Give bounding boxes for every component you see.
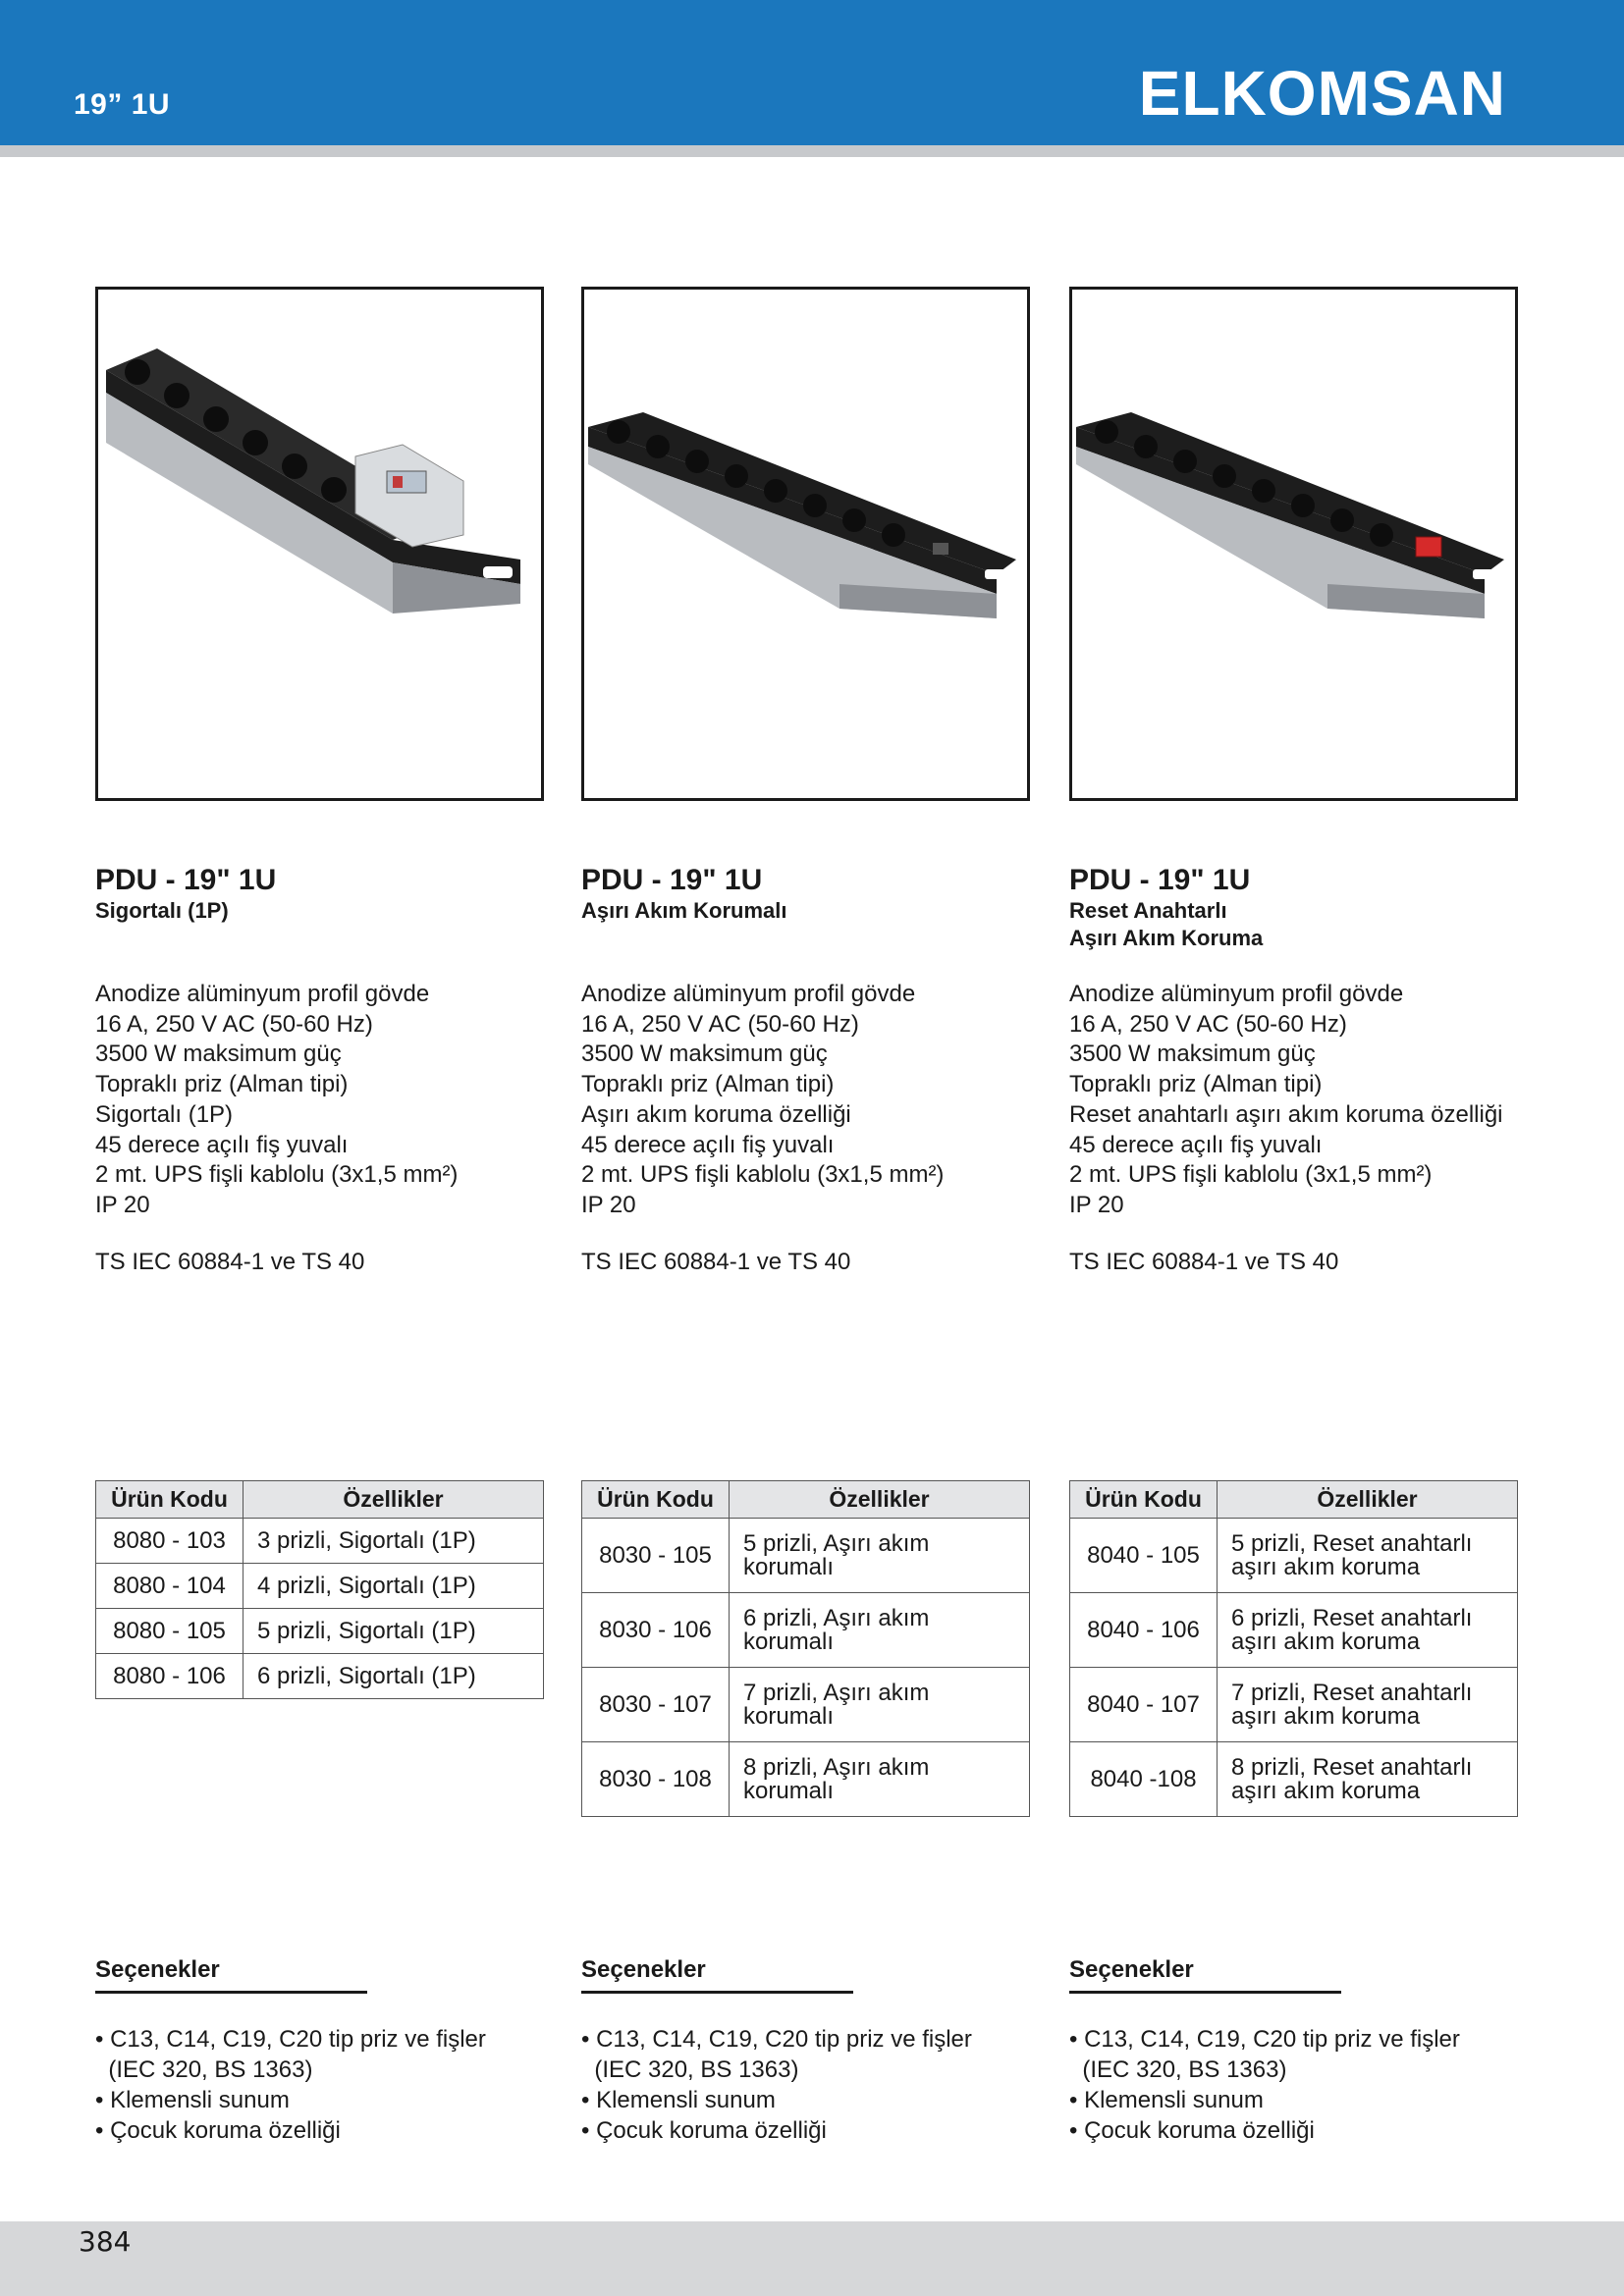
- product-feature: 3 prizli, Sigortalı (1P): [244, 1519, 544, 1564]
- spec-item: Anodize alüminyum profil gövde: [581, 981, 916, 1007]
- option-item: • Çocuk koruma özelliği: [581, 2117, 827, 2144]
- option-item: • Klemensli sunum: [95, 2087, 290, 2113]
- table-row: [96, 1654, 544, 1699]
- options-list: [581, 2024, 972, 2146]
- spec-list: [1069, 980, 1503, 1221]
- page-number: 384: [79, 2225, 132, 2258]
- spec-item: 16 A, 250 V AC (50-60 Hz): [581, 1010, 859, 1038]
- spec-item: Topraklı priz (Alman tipi): [581, 1071, 835, 1098]
- spec-item: Reset anahtarlı aşırı akım koruma özelliği: [1069, 1100, 1503, 1128]
- standard-text: TS IEC 60884-1 ve TS 40: [581, 1249, 851, 1275]
- table-row: [1070, 1668, 1518, 1742]
- product-subtitle: Aşırı Akım Koruma: [1069, 926, 1264, 950]
- options-underline: [581, 1991, 853, 1994]
- option-item: (IEC 320, BS 1363): [581, 2056, 799, 2083]
- table-row: [582, 1742, 1030, 1817]
- column-header-features: Özellikler: [1218, 1481, 1518, 1519]
- column-header-code: Ürün Kodu: [582, 1481, 730, 1519]
- product-code: 8030 - 105: [582, 1519, 730, 1593]
- product-feature: 8 prizli, Reset anahtarlı aşırı akım koruma: [1218, 1742, 1518, 1817]
- spec-item: 45 derece açılı fiş yuvalı: [1069, 1131, 1323, 1158]
- brand-logo: ELKOMSAN: [1138, 58, 1506, 129]
- product-code: 8080 - 105: [96, 1609, 244, 1654]
- product-feature: 5 prizli, Aşırı akım korumalı: [730, 1519, 1030, 1593]
- spec-item: Topraklı priz (Alman tipi): [1069, 1071, 1323, 1098]
- options-underline: [95, 1991, 367, 1994]
- pdu-overcurrent-illustration: [584, 290, 1027, 798]
- spec-item: 16 A, 250 V AC (50-60 Hz): [1069, 1010, 1347, 1038]
- product-title: PDU - 19" 1U: [581, 864, 763, 896]
- table-row: [1070, 1742, 1518, 1817]
- product-code: 8040 - 106: [1070, 1593, 1218, 1668]
- product-code: 8040 -108: [1070, 1742, 1218, 1817]
- product-feature: 6 prizli, Aşırı akım korumalı: [730, 1593, 1030, 1668]
- product-code: 8030 - 107: [582, 1668, 730, 1742]
- spec-list: [95, 980, 458, 1221]
- pdu-reset-illustration: [1072, 290, 1515, 798]
- product-feature: 7 prizli, Aşırı akım korumalı: [730, 1668, 1030, 1742]
- option-item: (IEC 320, BS 1363): [95, 2056, 313, 2083]
- product-feature: 5 prizli, Reset anahtarlı aşırı akım koruma: [1218, 1519, 1518, 1593]
- option-item: • Çocuk koruma özelliği: [1069, 2117, 1315, 2144]
- option-item: • Klemensli sunum: [1069, 2087, 1264, 2113]
- table-row: [96, 1519, 544, 1564]
- product-code-table: [1069, 1480, 1518, 1817]
- spec-item: Aşırı akım koruma özelliği: [581, 1100, 851, 1128]
- column-header-features: Özellikler: [244, 1481, 544, 1519]
- table-row: [96, 1564, 544, 1609]
- table-row: [582, 1593, 1030, 1668]
- spec-item: 16 A, 250 V AC (50-60 Hz): [95, 1010, 373, 1038]
- standard-text: TS IEC 60884-1 ve TS 40: [1069, 1249, 1339, 1275]
- options-underline: [1069, 1991, 1341, 1994]
- option-item: • Çocuk koruma özelliği: [95, 2117, 341, 2144]
- spec-item: 2 mt. UPS fişli kablolu (3x1,5 mm²): [95, 1161, 459, 1189]
- product-code: 8080 - 104: [96, 1564, 244, 1609]
- footer-bar: [0, 2221, 1624, 2296]
- spec-item: Sigortalı (1P): [95, 1100, 234, 1128]
- product-code-table: [95, 1480, 544, 1699]
- product-code: 8030 - 106: [582, 1593, 730, 1668]
- options-heading: Seçenekler: [581, 1956, 706, 1983]
- option-item: • C13, C14, C19, C20 tip priz ve fişler: [581, 2026, 972, 2053]
- table-header-row: [582, 1481, 1030, 1519]
- product-feature: 6 prizli, Sigortalı (1P): [244, 1654, 544, 1699]
- product-code-table: [581, 1480, 1030, 1817]
- spec-item: 2 mt. UPS fişli kablolu (3x1,5 mm²): [1069, 1161, 1433, 1189]
- options-heading: Seçenekler: [95, 1956, 220, 1983]
- table-row: [582, 1668, 1030, 1742]
- table-row: [96, 1609, 544, 1654]
- spec-item: 2 mt. UPS fişli kablolu (3x1,5 mm²): [581, 1161, 945, 1189]
- product-photo: [1069, 287, 1518, 801]
- product-subtitle: Aşırı Akım Korumalı: [581, 898, 787, 923]
- section-label: 19” 1U: [74, 88, 171, 121]
- table-row: [1070, 1519, 1518, 1593]
- product-code: 8080 - 106: [96, 1654, 244, 1699]
- product-title: PDU - 19" 1U: [1069, 864, 1251, 896]
- options-heading: Seçenekler: [1069, 1956, 1194, 1983]
- product-feature: 8 prizli, Aşırı akım korumalı: [730, 1742, 1030, 1817]
- column-header-code: Ürün Kodu: [96, 1481, 244, 1519]
- product-title: PDU - 19" 1U: [95, 864, 277, 896]
- option-item: • C13, C14, C19, C20 tip priz ve fişler: [95, 2026, 486, 2053]
- product-feature: 4 prizli, Sigortalı (1P): [244, 1564, 544, 1609]
- table-row: [582, 1519, 1030, 1593]
- spec-list: [581, 980, 944, 1221]
- spec-item: IP 20: [581, 1191, 636, 1218]
- product-code: 8040 - 105: [1070, 1519, 1218, 1593]
- pdu-fused-illustration: [98, 290, 541, 798]
- option-item: • C13, C14, C19, C20 tip priz ve fişler: [1069, 2026, 1460, 2053]
- spec-item: Topraklı priz (Alman tipi): [95, 1071, 349, 1098]
- spec-item: 3500 W maksimum güç: [581, 1041, 828, 1068]
- options-list: [1069, 2024, 1460, 2146]
- table-row: [1070, 1593, 1518, 1668]
- spec-item: 3500 W maksimum güç: [1069, 1041, 1316, 1068]
- product-feature: 5 prizli, Sigortalı (1P): [244, 1609, 544, 1654]
- product-code: 8040 - 107: [1070, 1668, 1218, 1742]
- option-item: (IEC 320, BS 1363): [1069, 2056, 1287, 2083]
- spec-item: 45 derece açılı fiş yuvalı: [95, 1131, 349, 1158]
- product-code: 8080 - 103: [96, 1519, 244, 1564]
- table-header-row: [96, 1481, 544, 1519]
- product-code: 8030 - 108: [582, 1742, 730, 1817]
- spec-item: 3500 W maksimum güç: [95, 1041, 342, 1068]
- column-header-features: Özellikler: [730, 1481, 1030, 1519]
- standard-text: TS IEC 60884-1 ve TS 40: [95, 1249, 365, 1275]
- option-item: • Klemensli sunum: [581, 2087, 776, 2113]
- spec-item: Anodize alüminyum profil gövde: [1069, 981, 1404, 1007]
- product-subtitle: Reset Anahtarlı: [1069, 898, 1227, 923]
- header-stripe: [0, 145, 1624, 157]
- product-feature: 7 prizli, Reset anahtarlı aşırı akım koruma: [1218, 1668, 1518, 1742]
- column-header-code: Ürün Kodu: [1070, 1481, 1218, 1519]
- options-list: [95, 2024, 486, 2146]
- spec-item: 45 derece açılı fiş yuvalı: [581, 1131, 835, 1158]
- spec-item: Anodize alüminyum profil gövde: [95, 981, 430, 1007]
- product-feature: 6 prizli, Reset anahtarlı aşırı akım koruma: [1218, 1593, 1518, 1668]
- product-photo: [581, 287, 1030, 801]
- table-header-row: [1070, 1481, 1518, 1519]
- product-subtitle: Sigortalı (1P): [95, 898, 229, 923]
- spec-item: IP 20: [1069, 1191, 1124, 1218]
- product-photo: [95, 287, 544, 801]
- spec-item: IP 20: [95, 1191, 150, 1218]
